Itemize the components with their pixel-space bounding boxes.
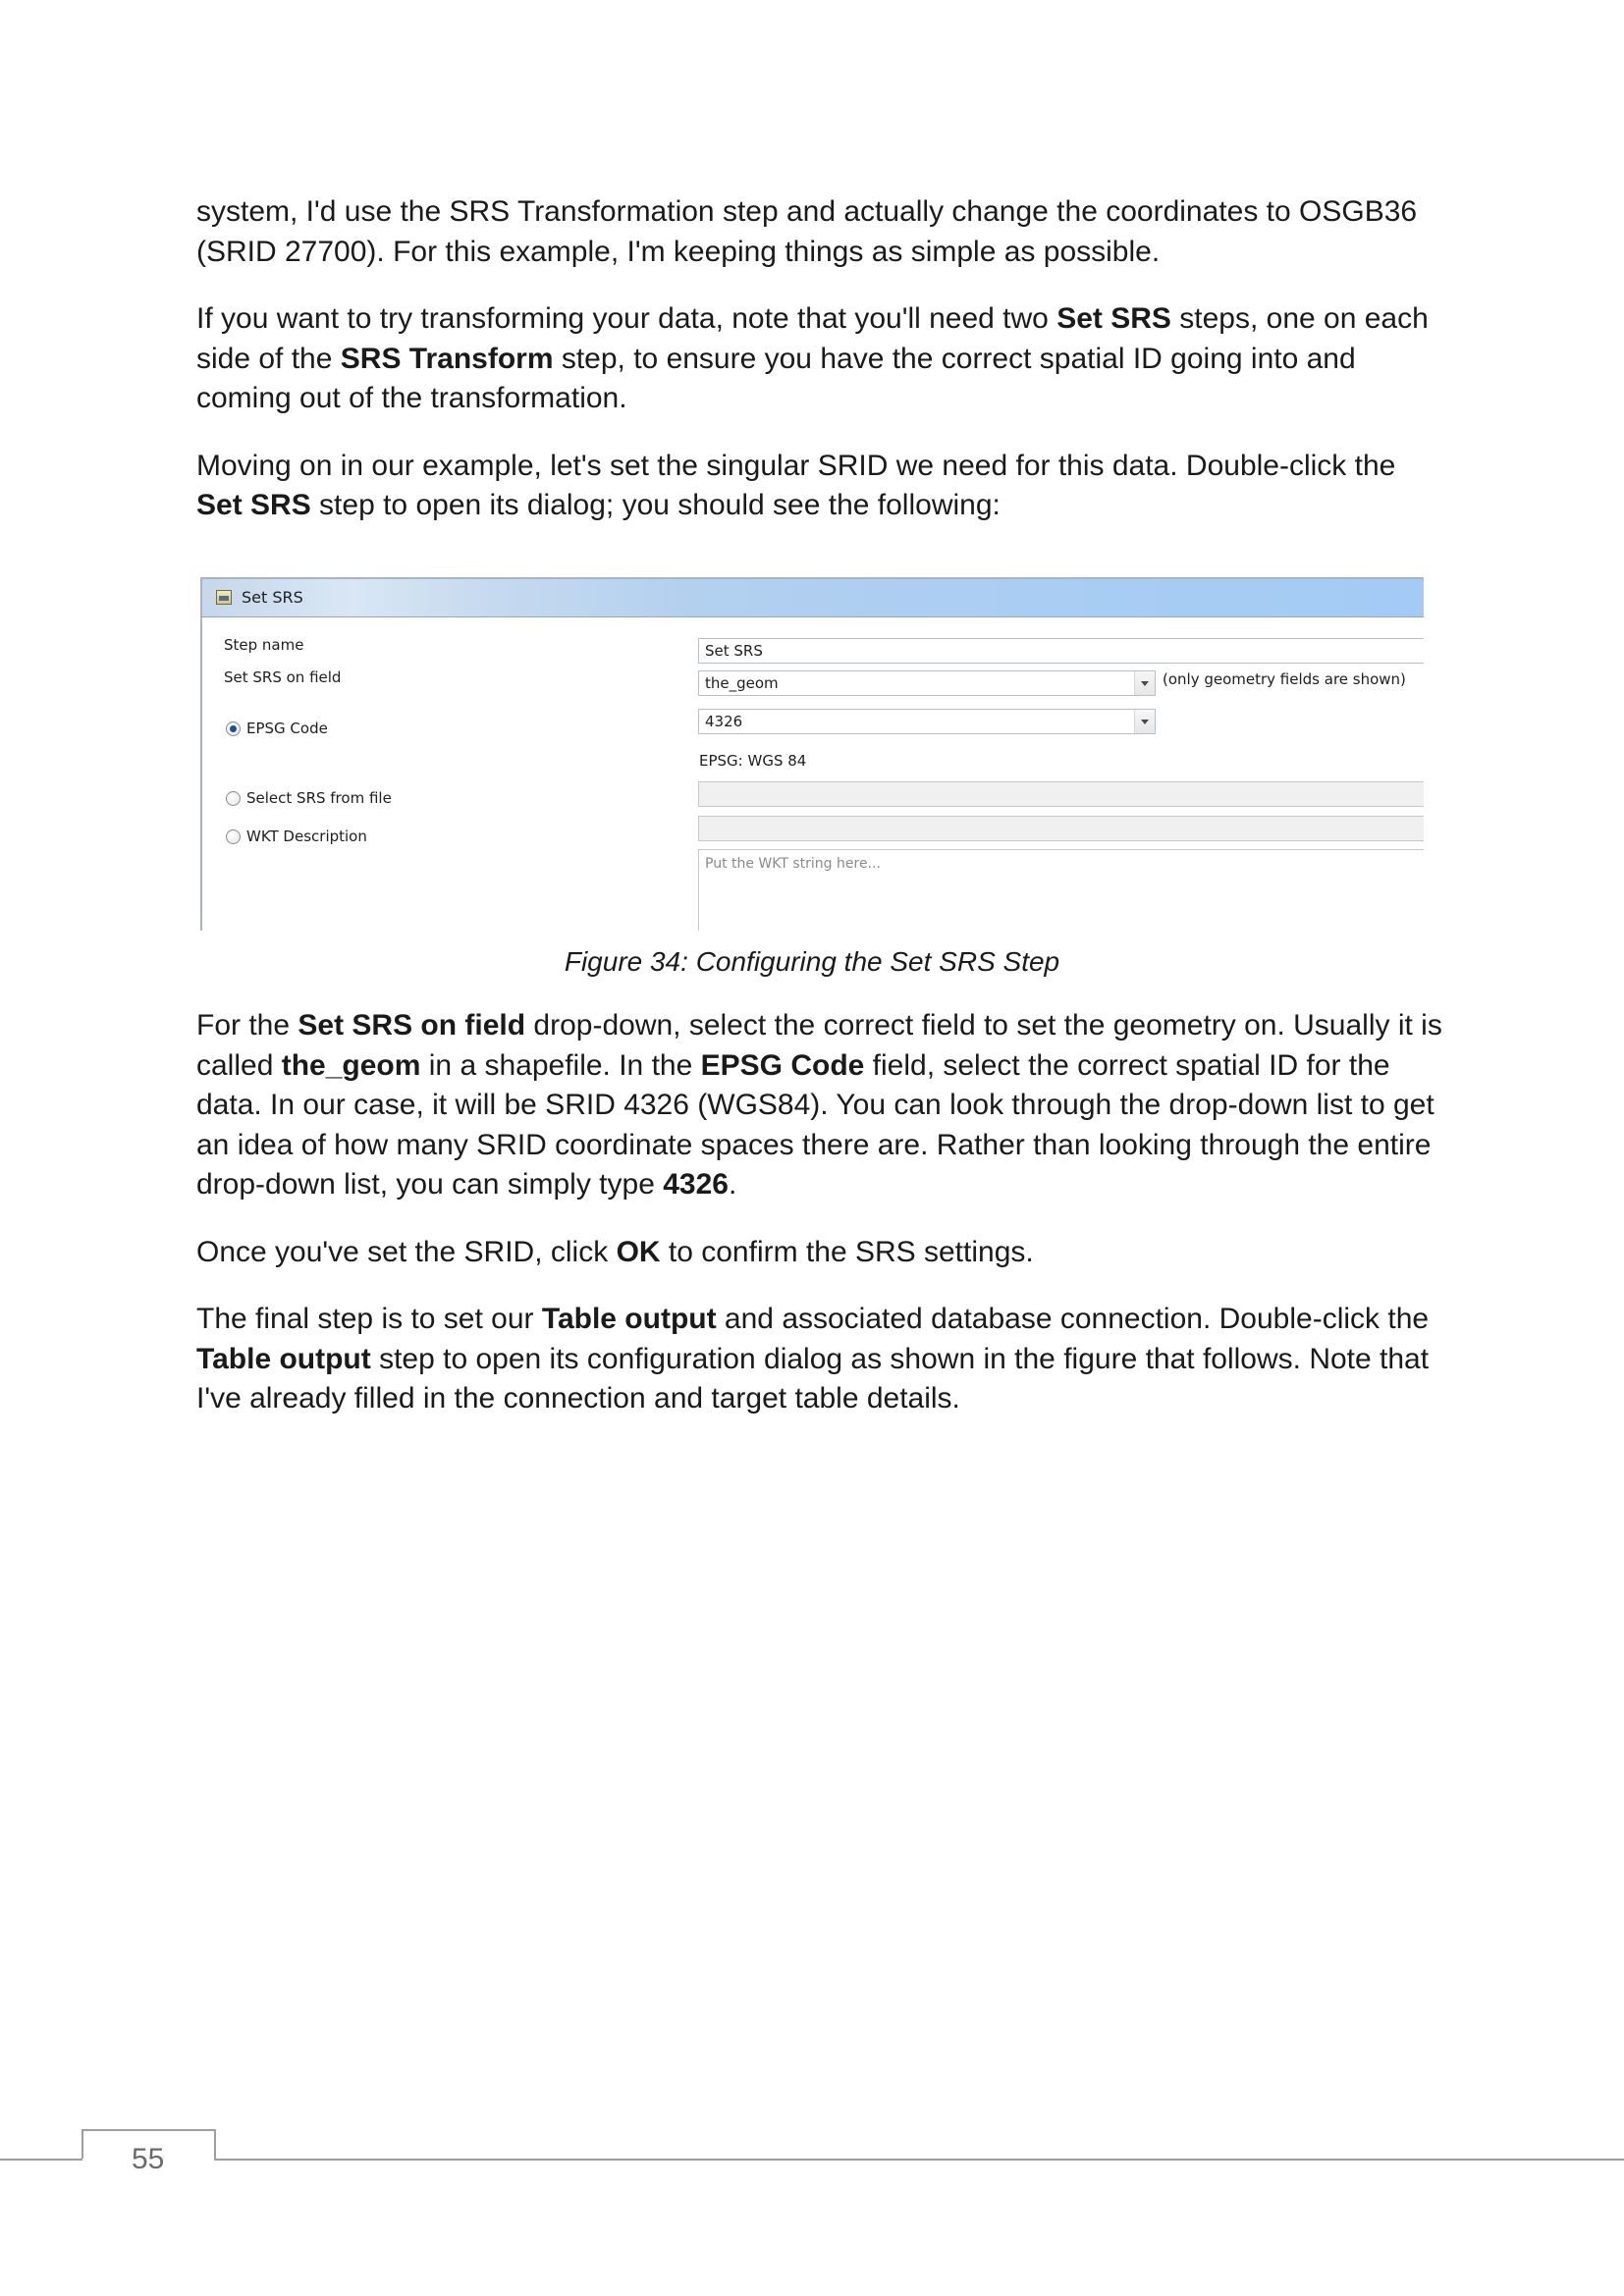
text-run: The final step is to set our	[196, 1303, 542, 1335]
text-run: to confirm the SRS settings.	[660, 1235, 1034, 1268]
paragraph	[196, 447, 1443, 526]
bold-term: Table output	[196, 1342, 371, 1375]
bold-term: Set SRS on field	[298, 1009, 526, 1041]
bold-term: Set SRS	[1056, 302, 1171, 335]
wkt-string-textarea[interactable]: Put the WKT string here...	[698, 849, 1424, 931]
bold-term: EPSG Code	[700, 1048, 865, 1082]
text-run: system, I'd use the SRS Transformation step and actually change the coordinates to OSGB36 (SRID 27700). For this example, I'm keeping things as simple as possible.	[196, 195, 1418, 268]
chevron-down-icon[interactable]	[1134, 671, 1155, 695]
chevron-down-icon[interactable]	[1134, 710, 1155, 733]
step-name-label: Step name	[224, 636, 304, 654]
body-text-top	[196, 192, 1443, 554]
text-run: step to open its configuration dialog as shown in the figure that follows. Note that I've already filled in the connection and target table details.	[196, 1342, 1430, 1415]
bold-term: Table output	[541, 1303, 717, 1335]
wkt-description-label: WKT Description	[246, 828, 367, 845]
bold-term: OK	[616, 1235, 661, 1268]
set-srs-on-field-label: Set SRS on field	[224, 668, 342, 686]
select-srs-from-file-radio[interactable]	[226, 791, 241, 806]
footer-rule-right	[214, 2159, 1624, 2161]
body-text-bottom	[196, 1006, 1443, 1447]
text-run: Moving on in our example, let's set the singular SRID we need for this data. Double-click the	[196, 449, 1396, 482]
wkt-description-input[interactable]	[698, 816, 1424, 841]
dialog-titlebar	[202, 579, 1424, 617]
epsg-code-label: EPSG Code	[246, 720, 328, 737]
bold-term: 4326	[663, 1168, 729, 1201]
footer-rule-left	[0, 2159, 82, 2161]
text-run: steps, one on each side of the	[196, 302, 1429, 375]
select-srs-from-file-label: Select SRS from file	[246, 789, 392, 807]
epsg-code-select[interactable]	[698, 709, 1156, 734]
set-srs-on-field-value: the_geom	[705, 674, 779, 692]
text-run: in a shapefile. In the	[420, 1048, 701, 1082]
text-run: Once you've set the SRID, click	[196, 1235, 617, 1268]
text-run: For the	[196, 1009, 298, 1041]
paragraph	[196, 299, 1443, 419]
bold-term: SRS Transform	[340, 342, 554, 375]
field-hint: (only geometry fields are shown)	[1163, 670, 1406, 688]
paragraph	[196, 1300, 1443, 1419]
step-name-input[interactable]: Set SRS	[698, 638, 1424, 664]
text-run: drop-down, select the correct field to set the geometry on. Usually it is called	[196, 1009, 1442, 1082]
spoon-app-icon	[216, 590, 232, 605]
bold-term: the_geom	[281, 1048, 421, 1082]
epsg-description: EPSG: WGS 84	[699, 752, 807, 770]
paragraph	[196, 192, 1443, 272]
page-number: 55	[132, 2143, 165, 2175]
bold-term: Set SRS	[196, 489, 311, 521]
wkt-description-radio[interactable]	[226, 829, 241, 844]
paragraph	[196, 1006, 1443, 1205]
text-run: step to open its dialog; you should see the following:	[310, 489, 1001, 521]
figure-caption: Figure 34: Configuring the Set SRS Step	[564, 946, 1060, 977]
text-run: field, select the correct spatial ID for the data. In our case, it will be SRID 4326 (WGS84). You can look through the drop-down list to get an idea of how many SRID coordinate spaces there are. Rather than looking through the entire drop-down list, you can simply type	[196, 1048, 1435, 1201]
dialog-title: Set SRS	[242, 588, 303, 607]
text-run: If you want to try transforming your data, note that you'll need two	[196, 302, 1057, 335]
srs-file-input[interactable]	[698, 781, 1424, 807]
epsg-code-value: 4326	[705, 713, 743, 730]
paragraph	[196, 1233, 1443, 1273]
epsg-code-radio[interactable]	[226, 721, 241, 736]
set-srs-dialog	[200, 577, 1424, 931]
text-run: step, to ensure you have the correct spatial ID going into and coming out of the transformation.	[196, 342, 1356, 414]
set-srs-on-field-select[interactable]	[698, 670, 1156, 696]
text-run: .	[728, 1168, 737, 1201]
text-run: and associated database connection. Double-click the	[716, 1303, 1430, 1335]
